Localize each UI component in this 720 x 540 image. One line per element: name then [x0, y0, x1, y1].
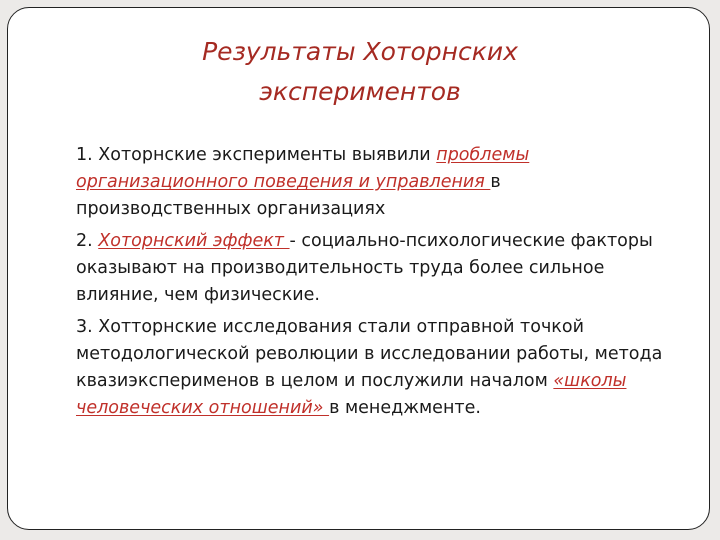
- title-line-1: Результаты Хоторнских: [202, 37, 518, 66]
- paragraph-1: [76, 142, 676, 223]
- paragraph-3-text-end: в менеджменте.: [329, 398, 481, 418]
- paragraph-2-text-end: - социально-психологические факторы оказывают на производительность труда более сильное влияние, чем физические.: [76, 231, 653, 305]
- paragraph-2-link[interactable]: Хоторнский эффект: [98, 231, 290, 251]
- paragraph-1-link[interactable]: проблемы организационного поведения и управления: [76, 145, 530, 192]
- paragraph-3-link[interactable]: «школы человеческих отношений»: [76, 371, 627, 418]
- title-line-2: экспериментов: [259, 77, 461, 106]
- slide-body: [76, 142, 676, 427]
- paragraph-3-text: 3. Хотторнские исследования стали отправной точкой методологической революции в исследовании работы, метода квазиэксперименов в целом и послужили началом: [76, 317, 663, 391]
- paragraph-3: [76, 314, 676, 422]
- slide-title: [0, 32, 720, 112]
- paragraph-2: [76, 228, 676, 309]
- paragraph-1-text-end: в производственных организациях: [76, 172, 501, 219]
- paragraph-2-text: 2.: [76, 231, 99, 251]
- paragraph-1-text: 1. Хоторнские эксперименты выявили: [76, 145, 437, 165]
